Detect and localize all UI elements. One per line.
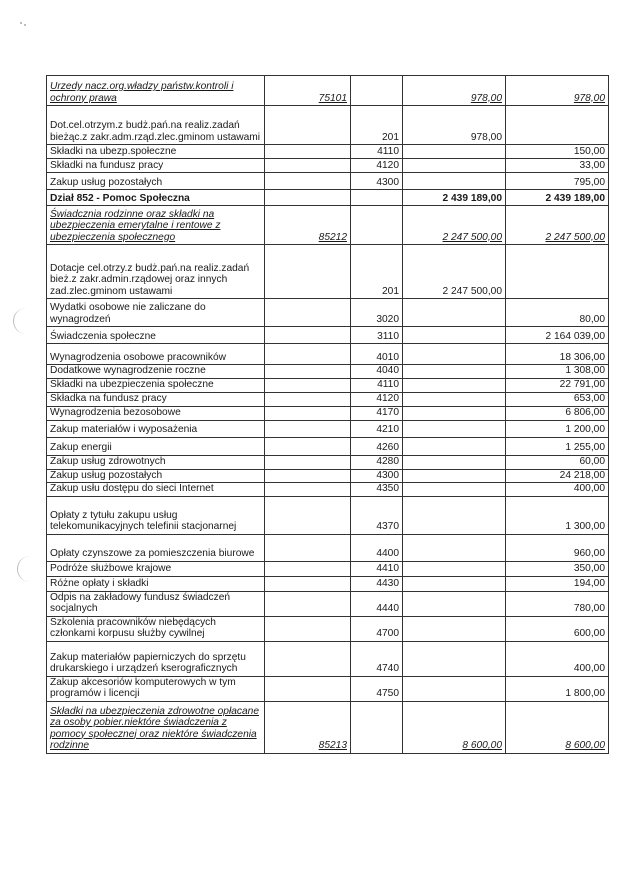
row-amount-change: 2 439 189,00	[506, 190, 609, 206]
row-amount-plan: 2 247 500,00	[403, 245, 506, 299]
row-paragraph: 4280	[351, 455, 403, 469]
table-row	[47, 701, 609, 753]
row-amount-change: 1 308,00	[506, 365, 609, 379]
table-row	[47, 576, 609, 591]
row-amount-plan: 2 247 500,00	[403, 206, 506, 245]
row-paragraph: 201	[351, 245, 403, 299]
row-amount-plan	[403, 327, 506, 344]
row-amount-plan	[403, 344, 506, 365]
row-amount-plan	[403, 676, 506, 701]
row-amount-change: 1 255,00	[506, 437, 609, 455]
row-chapter	[265, 392, 351, 406]
row-description: Świadcznia rodzinne oraz składki na ubezpieczenia emerytalne i rentowe z ubezpieczenia społecznego	[47, 206, 265, 245]
row-description: Zakup usług pozostałych	[47, 173, 265, 190]
punch-hole-mark	[13, 308, 32, 334]
row-amount-change: 150,00	[506, 145, 609, 159]
row-amount-plan	[403, 483, 506, 497]
row-paragraph: 4110	[351, 378, 403, 392]
row-amount-plan	[403, 576, 506, 591]
row-amount-plan	[403, 437, 506, 455]
row-paragraph: 4750	[351, 676, 403, 701]
row-amount-change: 8 600,00	[506, 701, 609, 753]
row-paragraph: 4740	[351, 641, 403, 676]
row-chapter	[265, 190, 351, 206]
row-chapter	[265, 616, 351, 641]
row-chapter	[265, 591, 351, 616]
row-amount-change: 780,00	[506, 591, 609, 616]
row-amount-plan	[403, 299, 506, 327]
punch-hole-mark	[17, 556, 36, 582]
row-amount-plan	[403, 534, 506, 561]
row-description: Dodatkowe wynagrodzenie roczne	[47, 365, 265, 379]
budget-table	[46, 75, 609, 754]
row-description: Różne opłaty i składki	[47, 576, 265, 591]
row-amount-change	[506, 245, 609, 299]
table-row	[47, 469, 609, 483]
row-paragraph: 4300	[351, 469, 403, 483]
row-paragraph	[351, 76, 403, 106]
row-paragraph: 4410	[351, 561, 403, 576]
row-paragraph	[351, 206, 403, 245]
row-paragraph: 4300	[351, 173, 403, 190]
row-amount-plan	[403, 641, 506, 676]
row-amount-plan: 2 439 189,00	[403, 190, 506, 206]
row-paragraph: 4260	[351, 437, 403, 455]
row-chapter	[265, 455, 351, 469]
table-row	[47, 534, 609, 561]
row-paragraph	[351, 701, 403, 753]
row-chapter	[265, 106, 351, 145]
row-amount-plan	[403, 616, 506, 641]
row-paragraph: 201	[351, 106, 403, 145]
row-description: Dotacje cel.otrzy.z budż.pań.na realiz.zadań bież.z zakr.admin.rządowej oraz innych zad.zlec.gminom ustawami	[47, 245, 265, 299]
table-row	[47, 616, 609, 641]
row-amount-plan	[403, 159, 506, 173]
row-amount-change: 24 218,00	[506, 469, 609, 483]
row-description: Podróże służbowe krajowe	[47, 561, 265, 576]
row-amount-plan	[403, 145, 506, 159]
row-paragraph: 4700	[351, 616, 403, 641]
row-amount-plan	[403, 455, 506, 469]
row-paragraph: 4120	[351, 159, 403, 173]
table-row	[47, 455, 609, 469]
table-row	[47, 145, 609, 159]
row-description: Zakup usług pozostałych	[47, 469, 265, 483]
row-chapter	[265, 576, 351, 591]
row-amount-change: 194,00	[506, 576, 609, 591]
row-description: Składki na ubezp.społeczne	[47, 145, 265, 159]
table-row	[47, 76, 609, 106]
row-amount-plan	[403, 496, 506, 534]
row-amount-change: 60,00	[506, 455, 609, 469]
row-chapter: 85212	[265, 206, 351, 245]
row-amount-change: 1 800,00	[506, 676, 609, 701]
table-row	[47, 299, 609, 327]
table-row	[47, 245, 609, 299]
row-amount-plan	[403, 469, 506, 483]
row-amount-change: 795,00	[506, 173, 609, 190]
row-chapter	[265, 173, 351, 190]
row-chapter: 75101	[265, 76, 351, 106]
row-amount-plan: 978,00	[403, 106, 506, 145]
row-amount-change: 653,00	[506, 392, 609, 406]
row-description: Składki na fundusz pracy	[47, 159, 265, 173]
row-chapter	[265, 406, 351, 420]
row-chapter	[265, 365, 351, 379]
row-amount-plan: 8 600,00	[403, 701, 506, 753]
row-description: Dział 852 - Pomoc Społeczna	[47, 190, 265, 206]
row-chapter	[265, 676, 351, 701]
row-amount-change: 2 247 500,00	[506, 206, 609, 245]
row-paragraph	[351, 190, 403, 206]
row-chapter	[265, 561, 351, 576]
row-description: Urzedy nacz.org.władzy państw.kontroli i ochrony prawa	[47, 76, 265, 106]
row-description: Zakup materiałów i wyposażenia	[47, 420, 265, 437]
row-description: Opłaty czynszowe za pomieszczenia biurowe	[47, 534, 265, 561]
row-paragraph: 4170	[351, 406, 403, 420]
table-row	[47, 173, 609, 190]
row-paragraph: 3020	[351, 299, 403, 327]
row-paragraph: 4370	[351, 496, 403, 534]
table-row	[47, 641, 609, 676]
row-paragraph: 4120	[351, 392, 403, 406]
row-amount-plan	[403, 365, 506, 379]
row-chapter	[265, 420, 351, 437]
row-amount-plan	[403, 392, 506, 406]
row-amount-plan	[403, 420, 506, 437]
row-amount-change: 22 791,00	[506, 378, 609, 392]
row-description: Zakup usług zdrowotnych	[47, 455, 265, 469]
table-row	[47, 206, 609, 245]
row-amount-plan	[403, 173, 506, 190]
table-row	[47, 190, 609, 206]
row-description: Składki na ubezpieczenia zdrowotne opłacane za osoby pobier.niektóre świadczenia z pomocy społecznej oraz niektóre świadczenia rodzinne	[47, 701, 265, 753]
row-amount-change: 400,00	[506, 641, 609, 676]
row-chapter	[265, 469, 351, 483]
table-row	[47, 676, 609, 701]
table-row	[47, 420, 609, 437]
row-amount-change: 1 300,00	[506, 496, 609, 534]
row-amount-change: 33,00	[506, 159, 609, 173]
row-amount-plan: 978,00	[403, 76, 506, 106]
row-amount-plan	[403, 561, 506, 576]
row-description: Składki na ubezpieczenia społeczne	[47, 378, 265, 392]
row-paragraph: 3110	[351, 327, 403, 344]
row-paragraph: 4110	[351, 145, 403, 159]
row-chapter	[265, 534, 351, 561]
row-paragraph: 4040	[351, 365, 403, 379]
row-chapter	[265, 344, 351, 365]
table-row	[47, 437, 609, 455]
row-amount-change: 400,00	[506, 483, 609, 497]
row-description: Odpis na zakładowy fundusz świadczeń socjalnych	[47, 591, 265, 616]
row-chapter	[265, 378, 351, 392]
row-amount-change: 18 306,00	[506, 344, 609, 365]
table-row	[47, 496, 609, 534]
row-chapter	[265, 159, 351, 173]
scan-speck	[24, 24, 26, 26]
row-chapter	[265, 483, 351, 497]
table-row	[47, 365, 609, 379]
row-paragraph: 4430	[351, 576, 403, 591]
table-row	[47, 561, 609, 576]
row-description: Zakup energii	[47, 437, 265, 455]
row-amount-change: 350,00	[506, 561, 609, 576]
row-amount-change: 960,00	[506, 534, 609, 561]
budget-table-body	[47, 76, 609, 754]
row-paragraph: 4400	[351, 534, 403, 561]
row-description: Opłaty z tytułu zakupu usług telekomunikacyjnych telefinii stacjonarnej	[47, 496, 265, 534]
row-description: Wynagrodzenia osobowe pracowników	[47, 344, 265, 365]
row-chapter	[265, 245, 351, 299]
scan-speck	[20, 22, 22, 24]
row-paragraph: 4210	[351, 420, 403, 437]
row-amount-change: 6 806,00	[506, 406, 609, 420]
table-row	[47, 392, 609, 406]
row-amount-plan	[403, 591, 506, 616]
table-row	[47, 378, 609, 392]
row-description: Zakup akcesoriów komputerowych w tym programów i licencji	[47, 676, 265, 701]
row-amount-change: 600,00	[506, 616, 609, 641]
row-amount-change: 978,00	[506, 76, 609, 106]
row-chapter	[265, 145, 351, 159]
row-amount-plan	[403, 406, 506, 420]
row-description: Składka na fundusz pracy	[47, 392, 265, 406]
row-description: Dot.cel.otrzym.z budż.pań.na realiz.zadań bieżąc.z zakr.adm.rząd.zlec.gminom ustawami	[47, 106, 265, 145]
row-amount-change: 2 164 039,00	[506, 327, 609, 344]
row-paragraph: 4350	[351, 483, 403, 497]
row-chapter	[265, 327, 351, 344]
row-chapter	[265, 437, 351, 455]
row-paragraph: 4440	[351, 591, 403, 616]
table-row	[47, 106, 609, 145]
row-chapter	[265, 496, 351, 534]
table-row	[47, 406, 609, 420]
row-amount-plan	[403, 378, 506, 392]
row-chapter	[265, 299, 351, 327]
row-description: Wydatki osobowe nie zaliczane do wynagrodzeń	[47, 299, 265, 327]
row-paragraph: 4010	[351, 344, 403, 365]
row-chapter	[265, 641, 351, 676]
row-description: Zakup materiałów papierniczych do sprzętu drukarskiego i urządzeń kserograficznych	[47, 641, 265, 676]
table-row	[47, 159, 609, 173]
table-row	[47, 483, 609, 497]
row-description: Szkolenia pracowników niebędących członkami korpusu służby cywilnej	[47, 616, 265, 641]
table-row	[47, 327, 609, 344]
table-row	[47, 344, 609, 365]
row-description: Zakup usłu dostępu do sieci Internet	[47, 483, 265, 497]
row-chapter: 85213	[265, 701, 351, 753]
row-amount-change	[506, 106, 609, 145]
row-amount-change: 1 200,00	[506, 420, 609, 437]
row-description: Wynagrodzenia bezosobowe	[47, 406, 265, 420]
table-row	[47, 591, 609, 616]
row-description: Świadczenia społeczne	[47, 327, 265, 344]
row-amount-change: 80,00	[506, 299, 609, 327]
